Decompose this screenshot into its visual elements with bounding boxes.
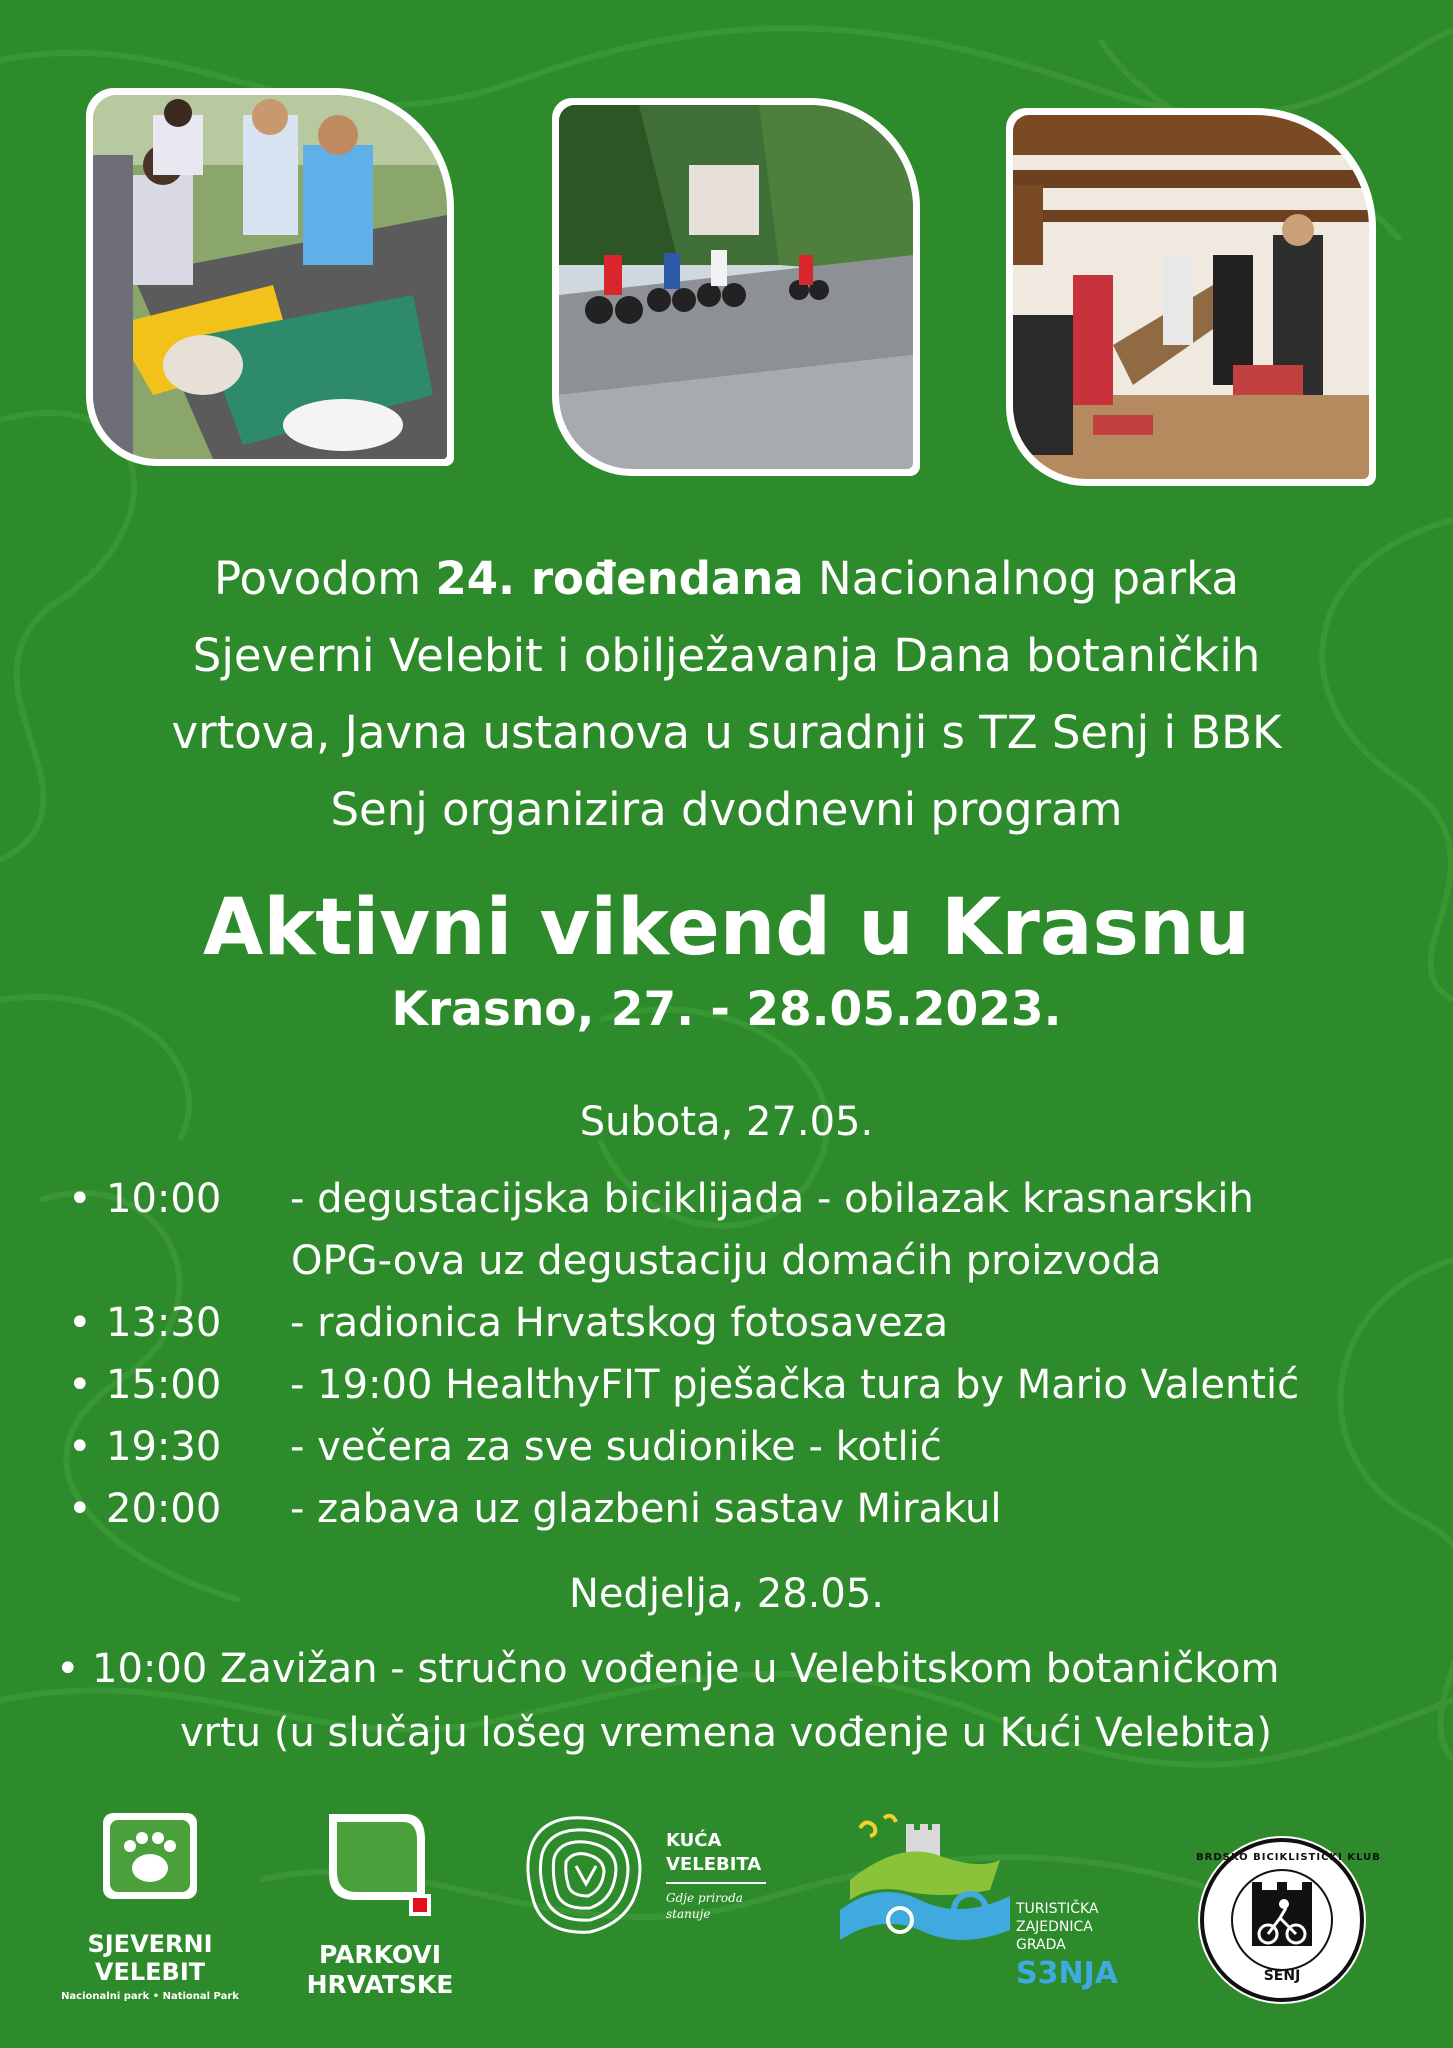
photo-workshop (86, 88, 454, 466)
logo-sv-name-2: VELEBIT (94, 1958, 206, 1986)
schedule-desc: - zabava uz glazbeni sastav Mirakul (290, 1486, 1002, 1532)
logo-parkovi-hrvatske (280, 1800, 480, 2020)
sunday-heading: Nedjelja, 28.05. (568, 1571, 885, 1617)
intro-line-1: Povodom 24. rođendana Nacionalnog parka (213, 552, 1240, 605)
anniversary-highlight: 24. rođendana (435, 552, 804, 605)
bullet: • (68, 1362, 92, 1408)
schedule-item-continuation (56, 1702, 1396, 1766)
logo-kuca-velebita (520, 1800, 790, 1950)
parkovi-leaf-icon (325, 1810, 435, 1920)
schedule-time: 19:30 (106, 1424, 222, 1470)
logo-bbk-senj (1196, 1834, 1381, 2006)
intro-paragraph (0, 540, 1453, 848)
logo-bbk-ring-text: BRDSKO BICIKLISTIČKI KLUB (1196, 1852, 1381, 1863)
event-place-date: Krasno, 27. - 28.05.2023. (391, 982, 1062, 1037)
schedule-desc: - degustacijska biciklijada - obilazak krasnarskih (290, 1176, 1254, 1222)
contour-lines-icon (520, 1810, 650, 1940)
schedule-item (56, 1638, 1396, 1702)
schedule-desc: - 19:00 HealthyFIT pješačka tura by Mario Valentić (290, 1362, 1300, 1408)
bear-paw-icon (100, 1810, 200, 1902)
schedule-time: 20:00 (106, 1486, 222, 1532)
schedule-item (68, 1354, 1408, 1416)
schedule-desc: OPG-ova uz degustaciju domaćih proizvoda (291, 1238, 1162, 1284)
logo-bbk-city: SENJ (1263, 1968, 1301, 1984)
logo-kv-name-2: VELEBITA (666, 1854, 762, 1875)
schedule-desc: - radionica Hrvatskog fotosaveza (290, 1300, 949, 1346)
event-title: Aktivni vikend u Krasnu (202, 883, 1251, 973)
intro-line-2: Sjeverni Velebit i obilježavanja Dana botaničkih (192, 629, 1261, 682)
schedule-item-continuation (68, 1230, 1408, 1292)
logo-tz-city: S3NJA (1016, 1956, 1118, 1991)
bullet: • (56, 1646, 80, 1692)
logo-kv-tagline-2: stanuje (666, 1907, 711, 1921)
photo-cyclists (552, 98, 920, 476)
logo-kv-name-1: KUĆA (666, 1830, 722, 1851)
schedule-desc: 10:00 Zavižan - stručno vođenje u Velebitskom botaničkom (92, 1646, 1280, 1692)
logo-tz-line-1: TURISTIČKA (1016, 1901, 1099, 1917)
senj-wave-fortress-icon (840, 1810, 1020, 1960)
intro-line-4: Senj organizira dvodnevni program (330, 783, 1123, 836)
bullet: • (68, 1486, 92, 1532)
bullet: • (68, 1300, 92, 1346)
logo-tz-line-2: ZAJEDNICA (1016, 1919, 1093, 1935)
schedule-desc: - večera za sve sudionike - kotlić (290, 1424, 942, 1470)
logo-sjeverni-velebit (60, 1800, 240, 2020)
schedule-time: 10:00 (106, 1176, 222, 1222)
schedule-item (68, 1478, 1408, 1540)
sunday-schedule (56, 1638, 1396, 1766)
logo-ph-name-1: PARKOVI (318, 1940, 442, 1969)
saturday-heading: Subota, 27.05. (579, 1099, 874, 1145)
bullet: • (68, 1176, 92, 1222)
logo-tz-line-3: GRADA (1016, 1937, 1066, 1953)
logo-sv-name-1: SJEVERNI (87, 1930, 213, 1958)
logo-sv-tagline: Nacionalni park • National Park (61, 1991, 239, 2002)
intro-line-3: vrtova, Javna ustanova u suradnji s TZ Senj i BBK (171, 706, 1282, 759)
photo-interior-dinner (1006, 108, 1376, 486)
logo-tz-senj (840, 1800, 1140, 2020)
logo-kv-divider (666, 1882, 766, 1884)
logo-kv-tagline-1: Gdje priroda (666, 1891, 743, 1905)
schedule-desc: vrtu (u slučaju lošeg vremena vođenje u Kući Velebita) (180, 1710, 1272, 1756)
schedule-item (68, 1416, 1408, 1478)
schedule-time: 13:30 (106, 1300, 222, 1346)
logo-ph-name-2: HRVATSKE (306, 1970, 454, 1999)
schedule-time: 15:00 (106, 1362, 222, 1408)
schedule-item (68, 1292, 1408, 1354)
schedule-item (68, 1168, 1408, 1230)
saturday-schedule (68, 1168, 1408, 1540)
bullet: • (68, 1424, 92, 1470)
